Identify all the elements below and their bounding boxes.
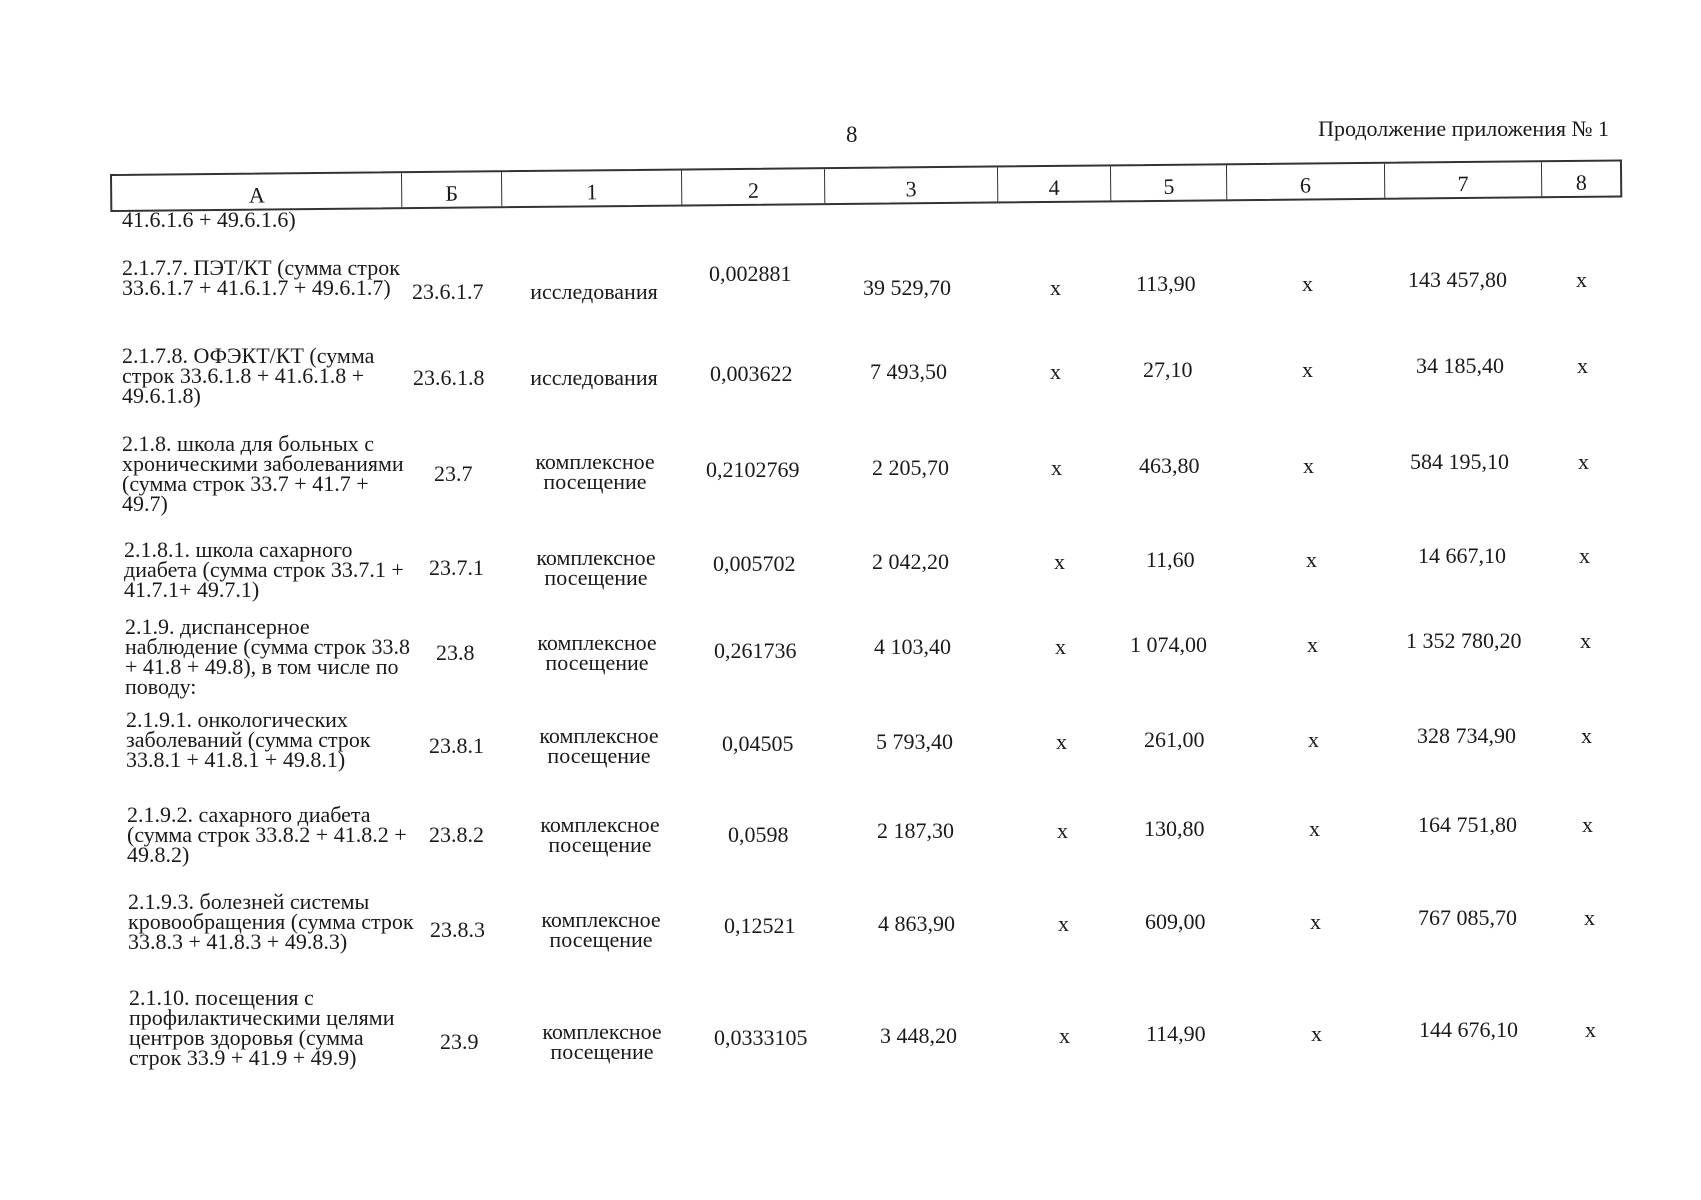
cell-code: 23.7.1 (429, 555, 484, 580)
cell-col4: х (1055, 634, 1066, 659)
cell-col5: 27,10 (1143, 357, 1193, 382)
header-cell-7: 7 (1385, 162, 1543, 198)
cell-col8: х (1580, 628, 1591, 653)
cell-col5: 11,60 (1146, 547, 1195, 572)
cell-col2: 0,0598 (728, 822, 789, 847)
cell-col8: х (1577, 353, 1588, 378)
header-cell-1: 1 (502, 171, 683, 207)
cell-col7: 328 734,90 (1417, 723, 1516, 748)
cell-col2: 0,002881 (709, 261, 792, 286)
cell-col7: 34 185,40 (1416, 353, 1504, 378)
cell-col7: 144 676,10 (1419, 1017, 1518, 1042)
header-cell-3: 3 (825, 167, 998, 203)
cell-name: 2.1.10. посещения с профилактическими целями центров здоровья (сумма строк 33.9 + 41.9 + 49.9) (129, 985, 395, 1070)
cell-col7: 14 667,10 (1418, 543, 1506, 568)
cell-name: 2.1.9. диспансерное наблюдение (сумма строк 33.8 + 41.8 + 49.8), в том числе по поводу: (125, 614, 411, 699)
cell-unit: комплексное посещение (540, 812, 660, 857)
cell-col8: х (1579, 543, 1590, 568)
cell-unit: комплексное посещение (535, 449, 655, 494)
cell-col3: 2 042,20 (872, 549, 949, 574)
cell-col6: х (1309, 816, 1320, 841)
cell-unit: комплексное посещение (537, 630, 657, 675)
cell-code: 23.8.2 (429, 822, 484, 847)
cell-unit: комплексное посещение (536, 545, 656, 590)
cell-col5: 463,80 (1139, 453, 1200, 478)
cell-col6: х (1302, 357, 1313, 382)
cell-col4: х (1059, 1023, 1070, 1048)
cell-col6: х (1303, 453, 1314, 478)
cell-col7: 1 352 780,20 (1406, 628, 1522, 653)
cell-col2: 0,261736 (714, 638, 797, 663)
cell-col6: х (1307, 632, 1318, 657)
cell-col7: 143 457,80 (1408, 267, 1507, 292)
cell-col3: 7 493,50 (870, 359, 947, 384)
cell-col5: 261,00 (1144, 727, 1205, 752)
cell-col3: 39 529,70 (863, 275, 951, 300)
cell-col4: х (1056, 729, 1067, 754)
cell-col3: 2 187,30 (877, 818, 954, 843)
header-cell-5: 5 (1111, 165, 1227, 200)
header-cell-a: А (112, 173, 403, 210)
cell-name: 2.1.8. школа для больных с хроническими заболеваниями (сумма строк 33.7 + 41.7 + 49.7) (122, 431, 404, 516)
cell-code: 23.8.1 (429, 733, 484, 758)
cell-unit: комплексное посещение (542, 1019, 662, 1064)
cell-col4: х (1050, 359, 1061, 384)
cell-col3: 4 863,90 (878, 911, 955, 936)
cell-unit: исследования (530, 279, 658, 304)
table-header (110, 159, 1622, 212)
cell-code: 23.8.3 (430, 917, 485, 942)
carry-over-text: 41.6.1.6 + 49.6.1.6) (122, 207, 296, 232)
cell-col3: 5 793,40 (876, 729, 953, 754)
cell-col4: х (1054, 549, 1065, 574)
cell-name: 2.1.7.8. ОФЭКТ/КТ (сумма строк 33.6.1.8 + 41.6.1.8 + 49.6.1.8) (122, 343, 375, 408)
cell-code: 23.6.1.7 (412, 279, 484, 304)
cell-col8: х (1581, 723, 1592, 748)
cell-col6: х (1306, 547, 1317, 572)
cell-code: 23.7 (434, 461, 473, 486)
cell-col8: х (1585, 1017, 1596, 1042)
cell-col4: х (1050, 275, 1061, 300)
cell-col7: 767 085,70 (1418, 905, 1517, 930)
header-cell-b: Б (402, 172, 502, 207)
cell-col2: 0,04505 (722, 731, 794, 756)
cell-col7: 584 195,10 (1410, 449, 1509, 474)
cell-name: 2.1.9.2. сахарного диабета (сумма строк 33.8.2 + 41.8.2 + 49.8.2) (127, 802, 407, 867)
cell-col6: х (1311, 1021, 1322, 1046)
cell-col8: х (1576, 267, 1587, 292)
header-cell-6: 6 (1227, 164, 1385, 200)
cell-code: 23.6.1.8 (413, 365, 485, 390)
cell-col5: 113,90 (1136, 271, 1196, 296)
cell-col5: 1 074,00 (1130, 632, 1207, 657)
cell-col5: 609,00 (1145, 909, 1206, 934)
cell-col6: х (1302, 271, 1313, 296)
cell-col7: 164 751,80 (1418, 812, 1517, 837)
cell-col8: х (1582, 812, 1593, 837)
cell-col4: х (1057, 818, 1068, 843)
cell-unit: комплексное посещение (541, 907, 661, 952)
cell-unit: комплексное посещение (539, 723, 659, 768)
cell-col8: х (1584, 905, 1595, 930)
cell-code: 23.8 (436, 640, 475, 665)
header-cell-2: 2 (682, 169, 825, 204)
cell-col3: 4 103,40 (874, 634, 951, 659)
cell-col8: х (1578, 449, 1589, 474)
cell-name: 2.1.9.1. онкологических заболеваний (сумма строк 33.8.1 + 41.8.1 + 49.8.1) (126, 707, 371, 772)
cell-col5: 114,90 (1146, 1021, 1206, 1046)
cell-col2: 0,0333105 (714, 1025, 808, 1050)
cell-col2: 0,005702 (713, 551, 796, 576)
cell-name: 2.1.9.3. болезней системы кровообращения (сумма строк 33.8.3 + 41.8.3 + 49.8.3) (128, 889, 414, 954)
cell-col3: 3 448,20 (880, 1023, 957, 1048)
cell-name: 2.1.7.7. ПЭТ/КТ (сумма строк 33.6.1.7 + 41.6.1.7 + 49.6.1.7) (122, 255, 400, 300)
header-cell-4: 4 (998, 166, 1112, 201)
cell-col6: х (1310, 909, 1321, 934)
cell-col4: х (1058, 911, 1069, 936)
cell-col6: х (1308, 727, 1319, 752)
cell-code: 23.9 (440, 1029, 479, 1054)
cell-col2: 0,003622 (710, 361, 793, 386)
cell-col2: 0,12521 (724, 913, 796, 938)
cell-col4: х (1051, 455, 1062, 480)
cell-unit: исследования (530, 365, 658, 390)
continuation-caption: Продолжение приложения № 1 (1318, 116, 1609, 141)
cell-col5: 130,80 (1144, 816, 1205, 841)
cell-col2: 0,2102769 (706, 457, 800, 482)
page-number: 8 (846, 122, 858, 147)
cell-col3: 2 205,70 (872, 455, 949, 480)
header-cell-8: 8 (1575, 169, 1587, 195)
cell-name: 2.1.8.1. школа сахарного диабета (сумма строк 33.7.1 + 41.7.1+ 49.7.1) (124, 537, 404, 602)
